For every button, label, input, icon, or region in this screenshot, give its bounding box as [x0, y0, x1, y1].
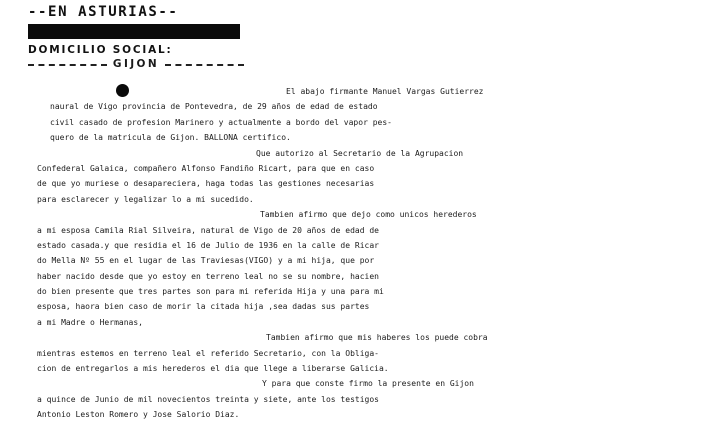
body-line: Y para que conste firmo la presente en Gijon — [262, 379, 474, 389]
letter-body — [0, 84, 720, 423]
body-line: estado casada.y que residia el 16 de Julio de 1936 en la calle de Ricar — [37, 240, 379, 250]
letterhead-address: DOMICILIO SOCIAL: — [28, 44, 173, 56]
body-line: do bien presente que tres partes son para mi referida Hija y una para mi — [37, 287, 384, 297]
body-line: haber nacido desde que yo estoy en terreno leal no se su nombre, hacien — [37, 271, 379, 281]
body-line: Confederal Galaica, compañero Alfonso Fandiño Ricart, para que en caso — [37, 163, 375, 173]
body-line: a mi Madre o Hermanas, — [37, 317, 143, 327]
letterhead-redacted-bar — [28, 24, 240, 39]
body-line: a mi esposa Camila Rial Silveira, natural de Vigo de 20 años de edad de — [37, 225, 379, 235]
body-line: Antonio Leston Romero y Jose Salorio Diaz. — [37, 410, 240, 420]
body-line: a quince de Junio de mil novecientos treinta y siete, ante los testigos — [37, 394, 379, 404]
body-line: El abajo firmante Manuel Vargas Gutierrez — [286, 87, 484, 96]
body-line: cion de entregarlos a mis herederos el dia que llege a liberarse Galicia. — [37, 364, 389, 374]
body-line: civil casado de profesion Marinero y actualmente a bordo del vapor pes- — [50, 117, 392, 127]
body-line: do Mella Nº 55 en el lugar de las Traviesas(VIGO) y a mi hija, que por — [37, 256, 375, 266]
letterhead-org: --EN ASTURIAS-- — [28, 4, 179, 20]
letterhead-city-row — [28, 58, 244, 70]
body-line: esposa, haora bien caso de morir la citada hija ,sea dadas sus partes — [37, 302, 370, 312]
letterhead-city: GIJON — [112, 58, 160, 70]
body-line: quero de la matricula de Gijon. BALLONA certifico. — [50, 133, 291, 143]
body-line: naural de Vigo provincia de Pontevedra, de 29 años de edad de estado — [50, 102, 378, 112]
body-line: Tambien afirmo que mis haberes los puede cobra — [266, 333, 488, 343]
body-line: de que yo muriese o desapareciera, haga todas las gestiones necesarias — [37, 179, 375, 189]
body-line: para esclarecer y legalizar lo a mi sucedido. — [37, 194, 254, 204]
letterhead-rule-left — [28, 64, 107, 66]
body-line: Que autorizo al Secretario de la Agrupacion — [256, 148, 464, 158]
letterhead-rule-right — [165, 64, 244, 66]
body-line: mientras estemos en terreno leal el referido Secretario, con la Obliga- — [37, 348, 379, 358]
letterhead — [28, 4, 244, 70]
body-line: Tambien afirmo que dejo como unicos herederos — [260, 210, 477, 220]
